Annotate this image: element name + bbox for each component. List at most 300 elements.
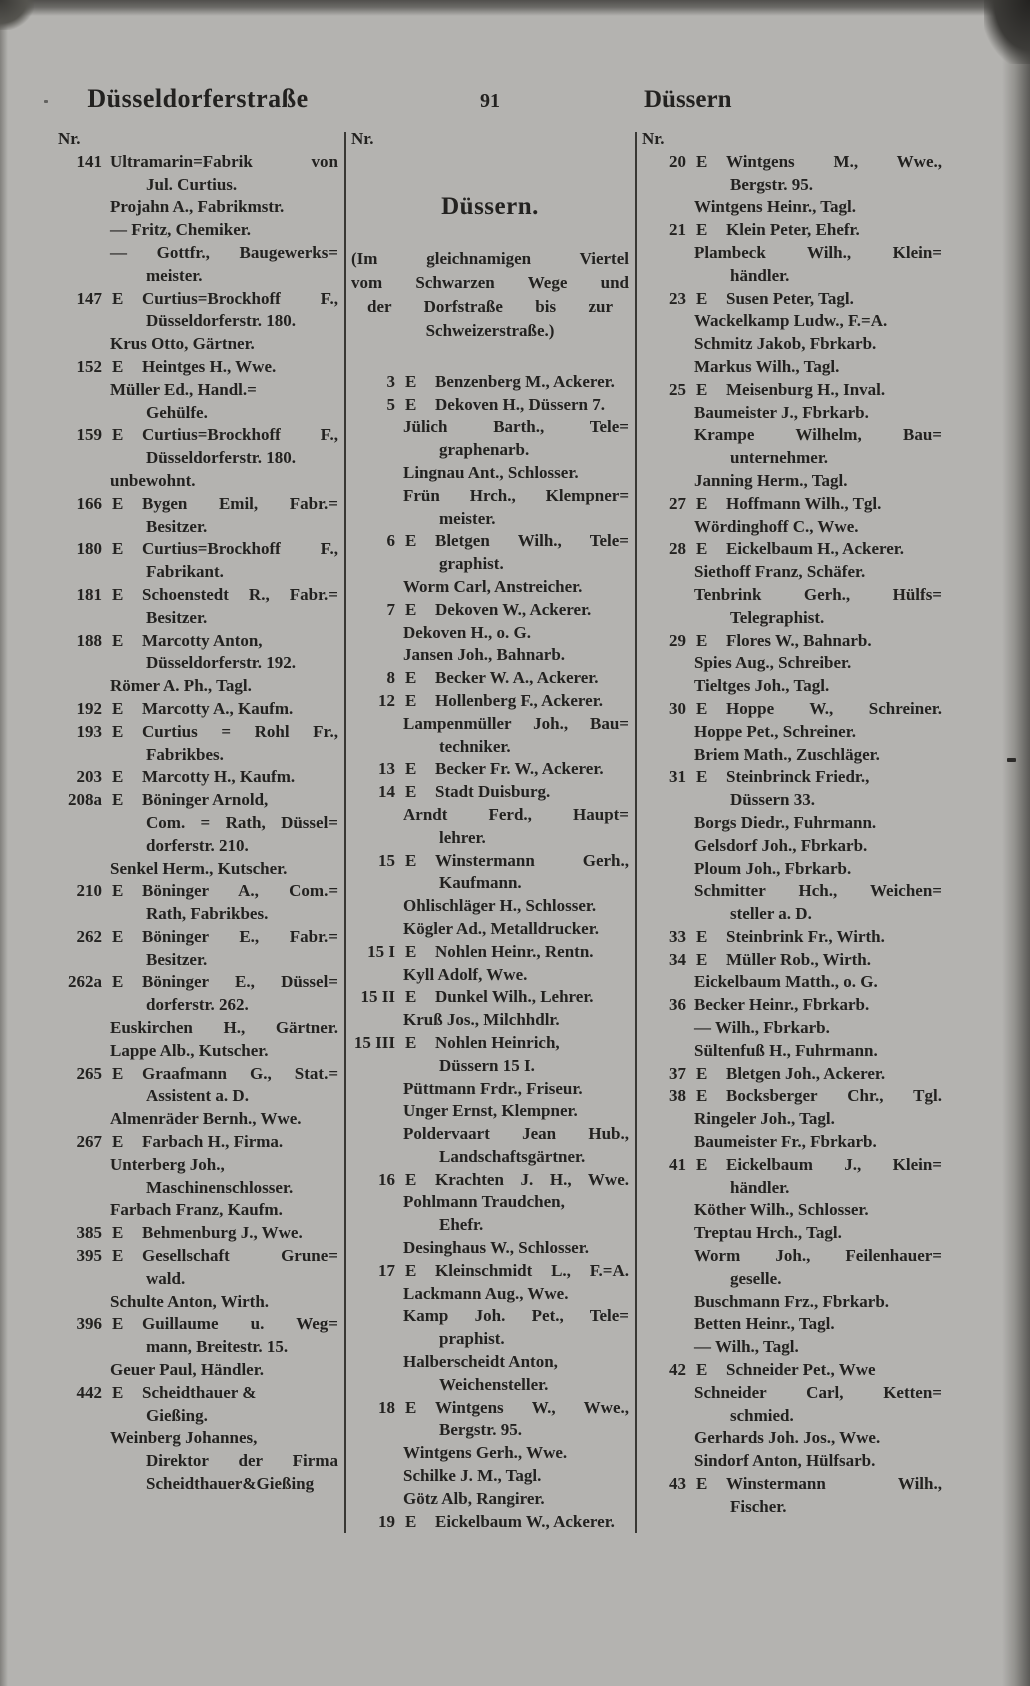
entry-line bbox=[58, 698, 338, 721]
continuation-line bbox=[642, 1405, 942, 1428]
line-text: Frün Hrch., Klempner= bbox=[403, 485, 629, 505]
house-number: 396 bbox=[76, 1314, 102, 1334]
resident-line bbox=[58, 675, 338, 698]
line-text: unternehmer. bbox=[730, 448, 829, 468]
line-text: — Gottfr., Baugewerks= bbox=[110, 242, 338, 262]
owner-marker: E bbox=[696, 1086, 708, 1106]
house-number: 8 bbox=[386, 668, 395, 688]
resident-line bbox=[58, 470, 338, 493]
house-number: 28 bbox=[669, 539, 686, 559]
nr-column-label: Nr. bbox=[642, 129, 665, 148]
house-number: 267 bbox=[76, 1132, 102, 1152]
owner-marker: E bbox=[696, 698, 708, 718]
entry-line bbox=[351, 781, 629, 804]
line-text: Gerhards Joh. Jos., Wwe. bbox=[694, 1428, 881, 1448]
resident-line bbox=[642, 424, 942, 447]
district-note-line: Schweizerstraße.) bbox=[425, 320, 555, 340]
line-text: Wackelkamp Ludw., F.=A. bbox=[694, 311, 888, 331]
continuation-line bbox=[58, 447, 338, 470]
line-text: Köther Wilh., Schlosser. bbox=[694, 1200, 869, 1220]
line-text: händler. bbox=[730, 265, 790, 285]
resident-line bbox=[642, 858, 942, 881]
resident-line bbox=[642, 1199, 942, 1222]
line-text: Kaufmann. bbox=[439, 873, 522, 893]
owner-marker: E bbox=[112, 493, 124, 513]
line-text: Weinberg Johannes, bbox=[110, 1428, 258, 1448]
resident-line bbox=[642, 402, 942, 425]
entry-line bbox=[58, 880, 338, 903]
column-rule bbox=[344, 132, 346, 1533]
line-text: Müller Rob., Wirth. bbox=[726, 949, 871, 969]
house-number: 21 bbox=[669, 220, 686, 240]
house-number: 14 bbox=[378, 782, 395, 802]
line-text: Kruß Jos., Milchhdlr. bbox=[403, 1010, 560, 1030]
line-text: Winstermann Wilh., bbox=[726, 1474, 942, 1494]
district-note-line: der Dorfstraße bis zur bbox=[367, 296, 613, 316]
entry-line bbox=[58, 926, 338, 949]
owner-marker: E bbox=[405, 987, 417, 1007]
line-text: Ehefr. bbox=[439, 1215, 484, 1235]
line-text: Düssern 33. bbox=[730, 790, 816, 810]
continuation-line bbox=[351, 736, 629, 759]
continuation-line bbox=[58, 1268, 338, 1291]
entry-line bbox=[58, 493, 338, 516]
continuation-line bbox=[351, 1055, 629, 1078]
line-text: Böninger E., Düssel= bbox=[142, 972, 338, 992]
line-text: meister. bbox=[439, 508, 496, 528]
entry-line bbox=[58, 356, 338, 379]
line-text: Baumeister J., Fbrkarb. bbox=[694, 402, 869, 422]
line-text: — Wilh., Fbrkarb. bbox=[694, 1018, 830, 1038]
entry-line bbox=[58, 288, 338, 311]
continuation-line bbox=[351, 1328, 629, 1351]
line-text: Direktor der Firma bbox=[146, 1451, 338, 1471]
owner-marker: E bbox=[696, 1154, 708, 1174]
owner-marker: E bbox=[405, 1260, 417, 1280]
continuation-line bbox=[58, 652, 338, 675]
resident-line bbox=[58, 1291, 338, 1314]
owner-marker: E bbox=[696, 288, 708, 308]
owner-marker: E bbox=[112, 539, 124, 559]
line-text: Almenräder Bernh., Wwe. bbox=[110, 1109, 302, 1129]
resident-line bbox=[351, 1191, 629, 1214]
district-section-note bbox=[351, 247, 629, 343]
continuation-line bbox=[58, 607, 338, 630]
line-text: Winstermann Gerh., bbox=[435, 850, 629, 870]
line-text: geselle. bbox=[730, 1268, 782, 1288]
house-number: 442 bbox=[76, 1382, 102, 1402]
line-text: Guillaume u. Weg= bbox=[142, 1314, 338, 1334]
resident-line bbox=[642, 880, 942, 903]
house-number: 192 bbox=[76, 698, 102, 718]
house-number: 19 bbox=[378, 1511, 395, 1531]
owner-marker: E bbox=[405, 850, 417, 870]
continuation-line bbox=[642, 607, 942, 630]
house-number: 265 bbox=[76, 1063, 102, 1083]
line-text: Bergstr. 95. bbox=[439, 1420, 522, 1440]
continuation-line bbox=[58, 994, 338, 1017]
line-text: Assistent a. D. bbox=[146, 1086, 249, 1106]
resident-line bbox=[351, 1078, 629, 1101]
resident-line bbox=[351, 622, 629, 645]
line-text: Püttmann Frdr., Friseur. bbox=[403, 1078, 583, 1098]
house-number: 38 bbox=[669, 1086, 686, 1106]
resident-line bbox=[642, 470, 942, 493]
continuation-line bbox=[351, 827, 629, 850]
line-text: Telegraphist. bbox=[730, 607, 825, 627]
resident-line bbox=[351, 804, 629, 827]
resident-line bbox=[351, 918, 629, 941]
house-number: 41 bbox=[669, 1154, 686, 1174]
house-number: 166 bbox=[76, 493, 102, 513]
line-text: Wintgens Gerh., Wwe. bbox=[403, 1443, 568, 1463]
line-text: Hoffmann Wilh., Tgl. bbox=[726, 493, 882, 513]
continuation-line bbox=[58, 402, 338, 425]
line-text: praphist. bbox=[439, 1329, 505, 1349]
entry-line bbox=[642, 1085, 942, 1108]
entry-line bbox=[351, 1260, 629, 1283]
continuation-line bbox=[642, 1177, 942, 1200]
continuation-line bbox=[58, 1336, 338, 1359]
entry-line bbox=[642, 926, 942, 949]
district-heading: Düssern bbox=[644, 86, 732, 113]
line-text: Krampe Wilhelm, Bau= bbox=[694, 425, 942, 445]
owner-marker: E bbox=[696, 493, 708, 513]
line-text: Senkel Herm., Kutscher. bbox=[110, 858, 288, 878]
owner-marker: E bbox=[112, 288, 124, 308]
line-text: Unger Ernst, Klempner. bbox=[403, 1101, 578, 1121]
district-note-line: vom Schwarzen Wege und bbox=[351, 272, 629, 292]
owner-marker: E bbox=[696, 1474, 708, 1494]
resident-line bbox=[351, 462, 629, 485]
continuation-line bbox=[351, 1146, 629, 1169]
line-text: Jülich Barth., Tele= bbox=[403, 417, 629, 437]
line-text: Krus Otto, Gärtner. bbox=[110, 334, 255, 354]
resident-line bbox=[58, 1108, 338, 1131]
continuation-line bbox=[351, 553, 629, 576]
entry-line bbox=[58, 1382, 338, 1405]
line-text: Schmitz Jakob, Fbrkarb. bbox=[694, 334, 877, 354]
line-text: Wintgens Heinr., Tagl. bbox=[694, 197, 857, 217]
entry-line bbox=[351, 1397, 629, 1420]
owner-marker: E bbox=[112, 881, 124, 901]
entry-line bbox=[58, 721, 338, 744]
line-text: Eickelbaum H., Ackerer. bbox=[726, 539, 905, 559]
entry-line bbox=[642, 379, 942, 402]
line-text: Euskirchen H., Gärtner. bbox=[110, 1018, 338, 1038]
house-number: 20 bbox=[669, 151, 686, 171]
resident-line bbox=[351, 1442, 629, 1465]
house-number: 395 bbox=[76, 1246, 102, 1266]
scan-top-left-corner bbox=[0, 0, 34, 30]
house-number: 30 bbox=[669, 698, 686, 718]
resident-line bbox=[642, 561, 942, 584]
line-text: Becker Heinr., Fbrkarb. bbox=[694, 995, 870, 1015]
house-number: 188 bbox=[76, 630, 102, 650]
line-text: Rath, Fabrikbes. bbox=[146, 904, 269, 924]
line-text: Ringeler Joh., Tagl. bbox=[694, 1109, 835, 1129]
continuation-line bbox=[58, 835, 338, 858]
line-text: Götz Alb, Rangirer. bbox=[403, 1488, 545, 1508]
line-text: Nohlen Heinr., Rentn. bbox=[435, 941, 594, 961]
entry-line bbox=[351, 1169, 629, 1192]
entry-line bbox=[642, 219, 942, 242]
line-text: meister. bbox=[146, 265, 203, 285]
entry-line bbox=[642, 1154, 942, 1177]
line-text: Lingnau Ant., Schlosser. bbox=[403, 462, 579, 482]
line-text: Unterberg Joh., bbox=[110, 1154, 225, 1174]
line-text: Halberscheidt Anton, bbox=[403, 1352, 558, 1372]
owner-marker: E bbox=[405, 668, 417, 688]
owner-marker: E bbox=[405, 531, 417, 551]
resident-line bbox=[642, 744, 942, 767]
owner-marker: E bbox=[405, 599, 417, 619]
resident-line bbox=[642, 1450, 942, 1473]
continuation-line bbox=[642, 1268, 942, 1291]
line-text: Schneider Carl, Ketten= bbox=[694, 1382, 942, 1402]
house-number: 25 bbox=[669, 379, 686, 399]
line-text: Jansen Joh., Bahnarb. bbox=[403, 645, 566, 665]
line-text: Bygen Emil, Fabr.= bbox=[142, 493, 338, 513]
continuation-line bbox=[58, 561, 338, 584]
line-text: Bergstr. 95. bbox=[730, 174, 813, 194]
house-number: 37 bbox=[669, 1063, 686, 1083]
continuation-line bbox=[351, 1374, 629, 1397]
page-header bbox=[0, 0, 1030, 114]
owner-marker: E bbox=[696, 949, 708, 969]
line-text: Wördinghoff C., Wwe. bbox=[694, 516, 859, 536]
column-rule bbox=[635, 132, 637, 1533]
line-text: Klein Peter, Ehefr. bbox=[726, 220, 860, 240]
line-text: Worm Joh., Feilenhauer= bbox=[694, 1246, 942, 1266]
line-text: Markus Wilh., Tagl. bbox=[694, 356, 840, 376]
line-text: Farbach H., Firma. bbox=[142, 1132, 284, 1152]
continuation-line bbox=[58, 744, 338, 767]
resident-line bbox=[642, 652, 942, 675]
line-text: Ultramarin=Fabrik von bbox=[110, 151, 338, 171]
owner-marker: E bbox=[696, 630, 708, 650]
continuation-line bbox=[58, 1085, 338, 1108]
continuation-line bbox=[642, 447, 942, 470]
entry-line bbox=[642, 288, 942, 311]
resident-line bbox=[642, 1131, 942, 1154]
resident-line bbox=[58, 1154, 338, 1177]
resident-line bbox=[642, 310, 942, 333]
continuation-line bbox=[642, 1496, 942, 1519]
house-number: 203 bbox=[76, 767, 102, 787]
owner-marker: E bbox=[112, 1246, 124, 1266]
line-text: Farbach Franz, Kaufm. bbox=[110, 1200, 283, 1220]
line-text: Marcotty H., Kaufm. bbox=[142, 767, 296, 787]
line-text: Siethoff Franz, Schäfer. bbox=[694, 562, 866, 582]
resident-line bbox=[351, 1305, 629, 1328]
continuation-line bbox=[351, 1419, 629, 1442]
owner-marker: E bbox=[405, 690, 417, 710]
scan-left-edge bbox=[0, 0, 8, 1686]
line-text: Schilke J. M., Tagl. bbox=[403, 1466, 542, 1486]
house-number: 34 bbox=[669, 949, 686, 969]
owner-marker: E bbox=[696, 767, 708, 787]
resident-line bbox=[58, 858, 338, 881]
line-text: Jul. Curtius. bbox=[146, 174, 238, 194]
line-text: Besitzer. bbox=[146, 516, 208, 536]
owner-marker: E bbox=[112, 356, 124, 376]
resident-line bbox=[642, 516, 942, 539]
house-number: 15 III bbox=[353, 1032, 395, 1052]
entry-line bbox=[58, 766, 338, 789]
resident-line bbox=[351, 895, 629, 918]
resident-line bbox=[58, 1199, 338, 1222]
entry-line bbox=[58, 971, 338, 994]
entry-line bbox=[642, 493, 942, 516]
house-number: 3 bbox=[386, 371, 395, 391]
line-text: Becker Fr. W., Ackerer. bbox=[435, 759, 604, 779]
resident-line bbox=[58, 333, 338, 356]
resident-line bbox=[642, 1313, 942, 1336]
line-text: Fabrikbes. bbox=[146, 744, 224, 764]
owner-marker: E bbox=[112, 1314, 124, 1334]
line-text: Gehülfe. bbox=[146, 402, 208, 422]
resident-line bbox=[642, 1222, 942, 1245]
entry-line bbox=[351, 394, 629, 417]
resident-line bbox=[642, 1427, 942, 1450]
house-number: 262 bbox=[76, 926, 102, 946]
line-text: wald. bbox=[146, 1268, 186, 1288]
owner-marker: E bbox=[696, 151, 708, 171]
scan-right-edge bbox=[1002, 0, 1030, 1686]
entry-line bbox=[351, 690, 629, 713]
house-number: 159 bbox=[76, 425, 102, 445]
line-text: Tenbrink Gerh., Hülfs= bbox=[694, 584, 942, 604]
line-text: Düsseldorferstr. 180. bbox=[146, 311, 296, 331]
continuation-line bbox=[351, 872, 629, 895]
owner-marker: E bbox=[112, 721, 124, 741]
line-text: Hollenberg F., Ackerer. bbox=[435, 690, 603, 710]
line-text: Dunkel Wilh., Lehrer. bbox=[435, 987, 594, 1007]
resident-line bbox=[58, 219, 338, 242]
entry-line bbox=[351, 1032, 629, 1055]
house-number: 33 bbox=[669, 926, 686, 946]
line-text: Ohlischläger H., Schlosser. bbox=[403, 896, 597, 916]
district-section-title: Düssern. bbox=[441, 192, 539, 220]
owner-marker: E bbox=[112, 790, 124, 810]
line-text: Kögler Ad., Metalldrucker. bbox=[403, 918, 599, 938]
owner-marker: E bbox=[112, 698, 124, 718]
entry-line bbox=[58, 1131, 338, 1154]
line-text: Besitzer. bbox=[146, 607, 208, 627]
line-text: Dekoven H., Düssern 7. bbox=[435, 394, 606, 414]
house-number: 42 bbox=[669, 1360, 686, 1380]
owner-marker: E bbox=[696, 926, 708, 946]
resident-line bbox=[58, 1017, 338, 1040]
line-text: Meisenburg H., Inval. bbox=[726, 379, 886, 399]
resident-line bbox=[351, 576, 629, 599]
resident-line bbox=[351, 416, 629, 439]
line-text: Baumeister Fr., Fbrkarb. bbox=[694, 1132, 877, 1152]
continuation-line bbox=[58, 1177, 338, 1200]
line-text: Curtius=Brockhoff F., bbox=[142, 539, 338, 559]
entry-line bbox=[58, 1222, 338, 1245]
entry-line bbox=[642, 994, 942, 1017]
entry-line bbox=[351, 941, 629, 964]
house-number: 29 bbox=[669, 630, 686, 650]
line-text: Böninger Arnold, bbox=[142, 790, 269, 810]
resident-line bbox=[642, 1336, 942, 1359]
line-text: Scheidthauer&Gießing bbox=[146, 1474, 315, 1494]
line-text: — Fritz, Chemiker. bbox=[110, 220, 252, 240]
entry-line bbox=[351, 371, 629, 394]
line-text: Desinghaus W., Schlosser. bbox=[403, 1238, 589, 1258]
entry-line bbox=[642, 538, 942, 561]
owner-marker: E bbox=[696, 379, 708, 399]
line-text: — Wilh., Tagl. bbox=[694, 1337, 799, 1357]
entry-line bbox=[58, 1245, 338, 1268]
line-text: Flores W., Bahnarb. bbox=[726, 630, 872, 650]
address-column-1 bbox=[58, 128, 338, 1496]
house-number: 385 bbox=[76, 1223, 102, 1243]
resident-line bbox=[351, 1100, 629, 1123]
house-number: 13 bbox=[378, 759, 395, 779]
line-text: Hoppe Pet., Schreiner. bbox=[694, 721, 856, 741]
line-text: Wintgens M., Wwe., bbox=[726, 151, 942, 171]
address-column-3 bbox=[642, 128, 942, 1519]
resident-line bbox=[642, 1382, 942, 1405]
line-text: Landschaftsgärtner. bbox=[439, 1146, 586, 1166]
continuation-line bbox=[642, 903, 942, 926]
line-text: Wintgens W., Wwe., bbox=[435, 1397, 629, 1417]
line-text: Poldervaart Jean Hub., bbox=[403, 1124, 629, 1144]
line-text: techniker. bbox=[439, 736, 511, 756]
entry-line bbox=[351, 850, 629, 873]
line-text: Projahn A., Fabrikmstr. bbox=[110, 197, 285, 217]
house-number: 23 bbox=[669, 288, 686, 308]
entry-line bbox=[351, 667, 629, 690]
line-text: Düsseldorferstr. 180. bbox=[146, 448, 296, 468]
resident-line bbox=[642, 333, 942, 356]
entry-line bbox=[351, 530, 629, 553]
line-text: Fabrikant. bbox=[146, 562, 224, 582]
owner-marker: E bbox=[112, 630, 124, 650]
house-number: 27 bbox=[669, 493, 686, 513]
line-text: Pohlmann Traudchen, bbox=[403, 1192, 565, 1212]
line-text: Lackmann Aug., Wwe. bbox=[403, 1283, 569, 1303]
line-text: Scheidthauer & bbox=[142, 1382, 257, 1402]
line-text: Treptau Hrch., Tagl. bbox=[694, 1223, 842, 1243]
continuation-line bbox=[351, 439, 629, 462]
house-number: 31 bbox=[669, 767, 686, 787]
continuation-line bbox=[642, 174, 942, 197]
line-text: mann, Breitestr. 15. bbox=[146, 1337, 289, 1357]
resident-line bbox=[642, 812, 942, 835]
line-text: steller a. D. bbox=[730, 904, 812, 924]
line-text: Susen Peter, Tagl. bbox=[726, 288, 854, 308]
line-text: Eickelbaum Matth., o. G. bbox=[694, 972, 878, 992]
line-text: Buschmann Frz., Fbrkarb. bbox=[694, 1291, 890, 1311]
line-text: Benzenberg M., Ackerer. bbox=[435, 371, 615, 391]
line-text: Stadt Duisburg. bbox=[435, 782, 551, 802]
entry-line bbox=[351, 599, 629, 622]
continuation-line bbox=[58, 903, 338, 926]
page-number: 91 bbox=[480, 90, 500, 112]
line-text: Kyll Adolf, Wwe. bbox=[403, 964, 528, 984]
resident-line bbox=[351, 1009, 629, 1032]
line-text: Düssern 15 I. bbox=[439, 1055, 535, 1075]
line-text: Curtius=Brockhoff F., bbox=[142, 425, 338, 445]
entry-line bbox=[642, 151, 942, 174]
district-note-line: (Im gleichnamigen Viertel bbox=[351, 248, 629, 268]
line-text: Dekoven H., o. G. bbox=[403, 622, 531, 642]
owner-marker: E bbox=[405, 394, 417, 414]
